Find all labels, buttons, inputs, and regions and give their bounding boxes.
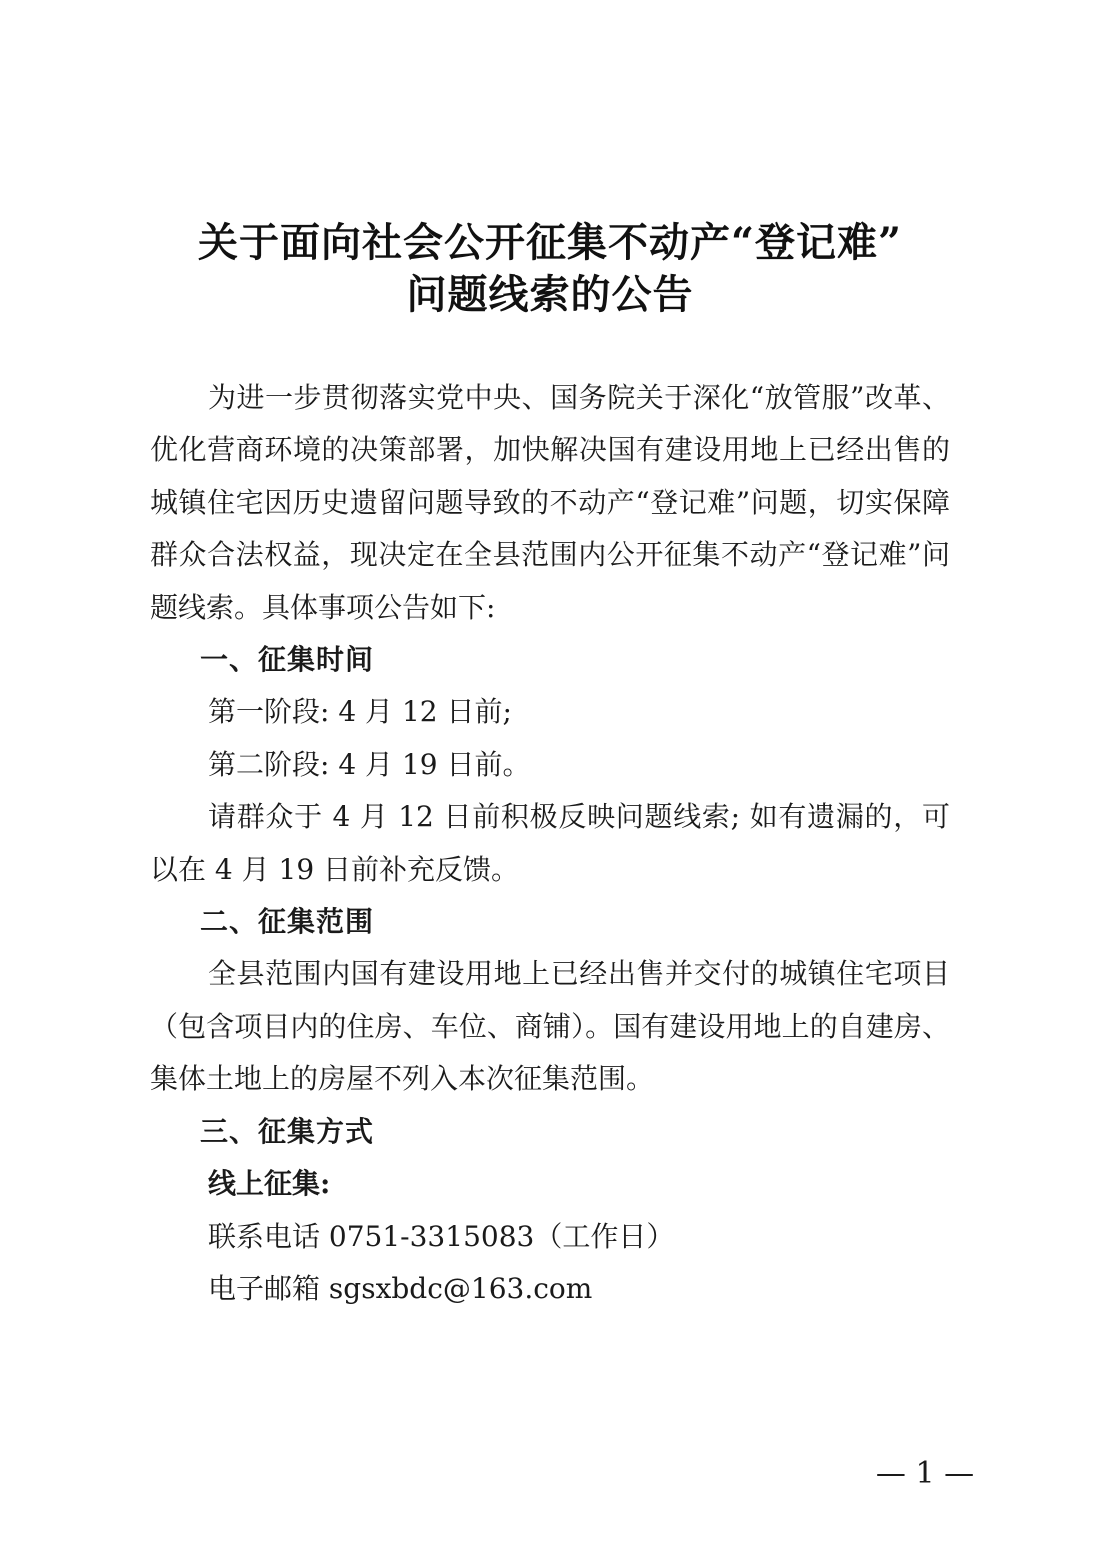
- section-2-text: 全县范围内国有建设用地上已经出售并交付的城镇住宅项目（包含项目内的住房、车位、商铺）。国有建设用地上的自建房、集体土地上的房屋不列入本次征集范围。: [150, 957, 950, 1096]
- document-title-line-1: 关于面向社会公开征集不动产“登记难”: [197, 219, 902, 266]
- stage-1-text: 第一阶段: 4 月 12 日前;: [208, 695, 512, 729]
- section-3-heading: 三、征集方式: [200, 1114, 375, 1148]
- intro-paragraph: 为进一步贯彻落实党中央、国务院关于深化“放管服”改革、优化营商环境的决策部署，加快解决国有建设用地上已经出售的城镇住宅因历史遗留问题导致的不动产“登记难”问题，切实保障群众合法权益，现决定在全县范围内公开征集不动产“登记难”问题线索。具体事项公告如下:: [150, 381, 950, 624]
- contact-email: 电子邮箱 sgsxbdc@163.com: [208, 1271, 593, 1305]
- document-body: [150, 372, 950, 1315]
- stage-2-text: 第二阶段: 4 月 19 日前。: [208, 747, 531, 781]
- document-title-line-2: 问题线索的公告: [406, 271, 694, 318]
- contact-phone: 联系电话 0751-3315083（工作日）: [208, 1219, 675, 1253]
- section-1-note: 请群众于 4 月 12 日前积极反映问题线索; 如有遗漏的，可以在 4 月 19 日前补充反馈。: [150, 800, 950, 886]
- online-collection-label: 线上征集:: [208, 1167, 331, 1201]
- page-number: — 1 —: [875, 1456, 975, 1491]
- section-2-heading: 二、征集范围: [200, 905, 375, 939]
- section-1-heading: 一、征集时间: [200, 643, 375, 677]
